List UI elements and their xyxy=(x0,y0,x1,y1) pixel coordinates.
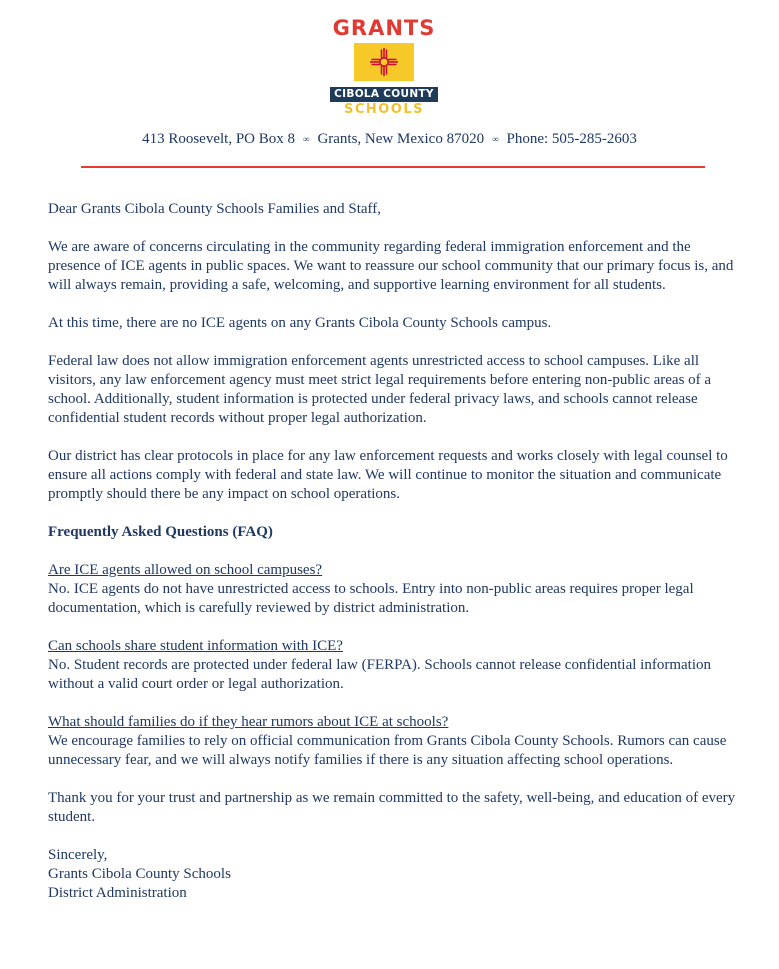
faq-item xyxy=(48,561,740,618)
zia-sun-icon xyxy=(369,47,399,77)
faq-answer: No. ICE agents do not have unrestricted access to schools. Entry into non-public areas requires proper legal documentation, which is carefully reviewed by district administration. xyxy=(48,581,694,616)
signature-line-2: District Administration xyxy=(48,885,187,901)
separator-icon: ∞ xyxy=(303,134,310,144)
letterhead-address xyxy=(0,131,779,148)
greeting: Dear Grants Cibola County Schools Families and Staff, xyxy=(48,201,382,217)
phone-number: Phone: 505-285-2603 xyxy=(506,131,637,147)
closing-paragraph: Thank you for your trust and partnership as we remain committed to the safety, well-being, and education of every student. xyxy=(48,790,736,825)
faq-question: Can schools share student information with ICE? xyxy=(48,638,343,654)
letterhead-divider xyxy=(81,166,705,168)
paragraph-federal-law: Federal law does not allow immigration enforcement agents unrestricted access to school campuses. Like all visitors, any law enforcement agency must meet strict legal requirements before entering non-public areas of a school. Additionally, student information is protected under federal privacy laws, and schools cannot release confidential student records without proper legal authorization. xyxy=(48,353,712,426)
street-address: 413 Roosevelt, PO Box 8 xyxy=(142,131,296,147)
signature-line-1: Grants Cibola County Schools xyxy=(48,866,231,882)
faq-item xyxy=(48,713,740,770)
faq-question: What should families do if they hear rumors about ICE at schools? xyxy=(48,714,449,730)
faq-item xyxy=(48,637,740,694)
signoff: Sincerely, xyxy=(48,847,108,863)
letter-body xyxy=(48,200,740,903)
paragraph-protocols: Our district has clear protocols in place for any law enforcement requests and works closely with legal counsel to ensure all actions comply with federal and state law. We will continue to monitor the situation and communicate promptly should there be any impact on school operations. xyxy=(48,448,728,502)
logo-bottom-text: SCHOOLS xyxy=(343,102,425,117)
paragraph-reassurance: We are aware of concerns circulating in the community regarding federal immigration enforcement and the presence of ICE agents in public spaces. We want to reassure our school community that our primary focus is, and will always remain, providing a safe, welcoming, and supportive learning environment for all students. xyxy=(48,239,734,293)
faq-answer: We encourage families to rely on official communication from Grants Cibola County Schools. Rumors can cause unnecessary fear, and we will always notify families if there is any situation affecting school operations. xyxy=(48,733,727,768)
paragraph-no-agents: At this time, there are no ICE agents on any Grants Cibola County Schools campus. xyxy=(48,315,552,331)
separator-icon: ∞ xyxy=(492,134,499,144)
faq-title: Frequently Asked Questions (FAQ) xyxy=(48,524,273,540)
faq-answer: No. Student records are protected under federal law (FERPA). Schools cannot release confidential information without a valid court order or legal authorization. xyxy=(48,657,711,692)
logo-band-text: CIBOLA COUNTY xyxy=(330,87,438,102)
city-address: Grants, New Mexico 87020 xyxy=(317,131,485,147)
logo-top-text: GRANTS xyxy=(332,16,436,40)
zia-flag-icon xyxy=(354,43,414,81)
faq-question: Are ICE agents allowed on school campuses? xyxy=(48,562,323,578)
district-logo xyxy=(329,14,439,118)
